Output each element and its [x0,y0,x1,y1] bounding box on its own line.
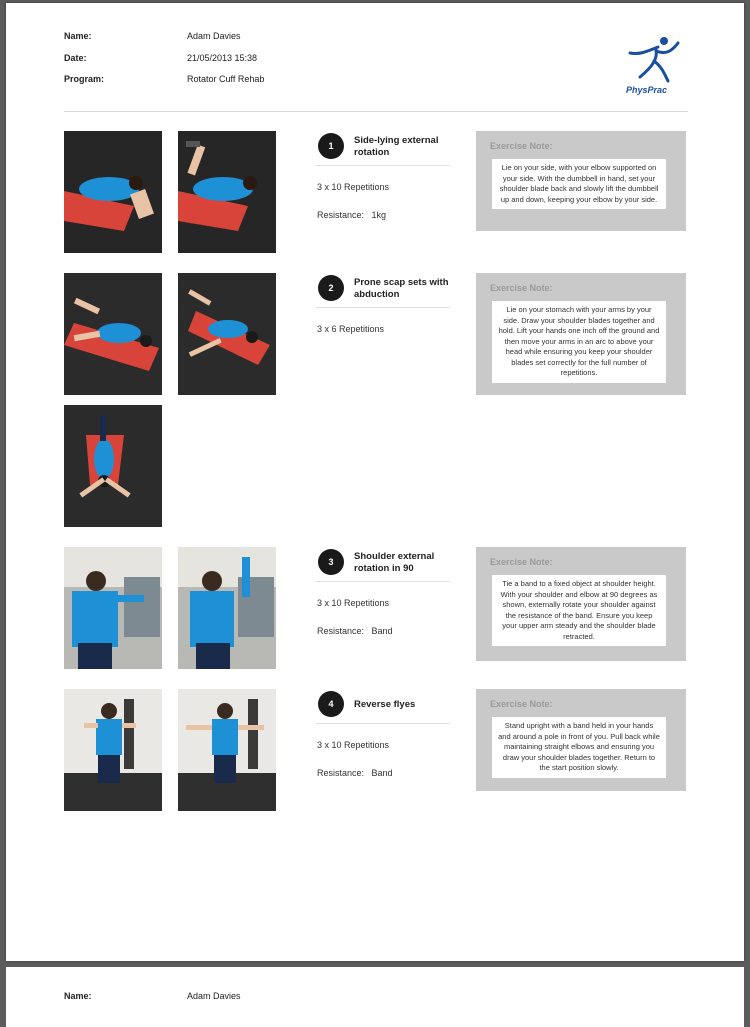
name-label: Name: [64,991,92,1001]
prone-photo-icon [64,273,162,395]
exercise-1-note-text: Lie on your side, with your elbow supported on your side. With the dumbbell in hand, set your shoulder blade back and slowly lift the dumbbell up and down, keeping your elbow by your side. [492,159,666,209]
exercise-1-number-badge: 1 [318,133,344,159]
note-title: Exercise Note: [490,699,553,709]
reverse-flyes-photo-icon [178,689,276,811]
exercise-2-note-box [476,273,686,395]
note-title: Exercise Note: [490,141,553,151]
name-row [64,31,241,41]
exercise-1-photo-2 [178,131,276,253]
resistance-label: Resistance: [317,626,365,636]
exercise-4-photo-2 [178,689,276,811]
exercise-3-photo-2 [178,547,276,669]
note-title: Exercise Note: [490,283,553,293]
resistance-label: Resistance: [317,210,365,220]
physprac-logo [618,33,684,103]
standing-band-photo-icon [178,547,276,669]
resistance-value: Band [371,626,393,636]
reverse-flyes-photo-icon [64,689,162,811]
name-value: Adam Davies [187,31,241,41]
next-page [6,967,744,1027]
header-divider [64,111,688,112]
exercise-3-number-badge: 3 [318,549,344,575]
exercise-3-photo-1 [64,547,162,669]
side-lying-photo-icon [178,131,276,253]
resistance-value: Band [371,768,393,778]
note-title: Exercise Note: [490,557,553,567]
exercise-2-reps: 3 x 6 Repetitions [317,324,385,334]
exercise-2-photo-2 [178,273,276,395]
exercise-2-photo-3 [64,405,162,527]
exercise-2-number-badge: 2 [318,275,344,301]
exercise-1-rule [316,165,450,166]
resistance-value: 1kg [371,210,387,220]
exercise-sheet-page [6,3,744,961]
exercise-4-reps: 3 x 10 Repetitions [317,740,390,750]
date-label: Date: [64,53,87,63]
exercise-3-title: Shoulder external rotation in 90 [354,551,435,574]
exercise-2-note-text: Lie on your stomach with your arms by your side. Draw your shoulder blades together and hold. Lift your hands one inch off the ground and then move your arms in an arc to above your head while ensuring you keep your shoulder blades set correctly for the full number of repetitions. [492,301,666,383]
exercise-1-note-box [476,131,686,231]
prone-photo-icon [64,405,162,527]
logo-text: PhysPrac [626,85,668,95]
exercise-4-note-text: Stand upright with a band held in your hands and around a pole in front of you. Pull back while maintaining straight elbows and ensuring you draw your shoulder blades together. Return to the start position slowly. [492,717,666,778]
exercise-4-title: Reverse flyes [354,699,416,710]
exercise-2-title: Prone scap sets with abduction [354,277,449,300]
name-value: Adam Davies [187,991,241,1001]
resistance-label: Resistance: [317,768,365,778]
program-row [64,74,264,84]
exercise-4-photo-1 [64,689,162,811]
side-lying-photo-icon [64,131,162,253]
runner-logo-icon [618,33,684,85]
exercise-1-title: Side-lying external rotation [354,135,439,158]
program-value: Rotator Cuff Rehab [187,74,265,84]
program-label: Program: [64,74,105,84]
date-row [64,53,257,63]
exercise-2-photo-1 [64,273,162,395]
exercise-3-note-box [476,547,686,661]
exercise-1-reps: 3 x 10 Repetitions [317,182,390,192]
exercise-3-rule [316,581,450,582]
exercise-3-reps: 3 x 10 Repetitions [317,598,390,608]
date-value: 21/05/2013 15:38 [187,53,258,63]
exercise-3-resistance [317,626,393,636]
exercise-4-number-badge: 4 [318,691,344,717]
exercise-1-photo-1 [64,131,162,253]
name-label: Name: [64,31,92,41]
prone-photo-icon [178,273,276,395]
exercise-4-rule [316,723,450,724]
exercise-4-note-box [476,689,686,791]
exercise-4-resistance [317,768,393,778]
standing-band-photo-icon [64,547,162,669]
exercise-2-rule [316,307,450,308]
exercise-3-note-text: Tie a band to a fixed object at shoulder height. With your shoulder and elbow at 90 degrees as shown, externally rotate your shoulder against the resistance of the band. Ensure you keep your upper arm steady and the shoulder blade retracted. [492,575,666,646]
exercise-1-resistance [317,210,386,220]
